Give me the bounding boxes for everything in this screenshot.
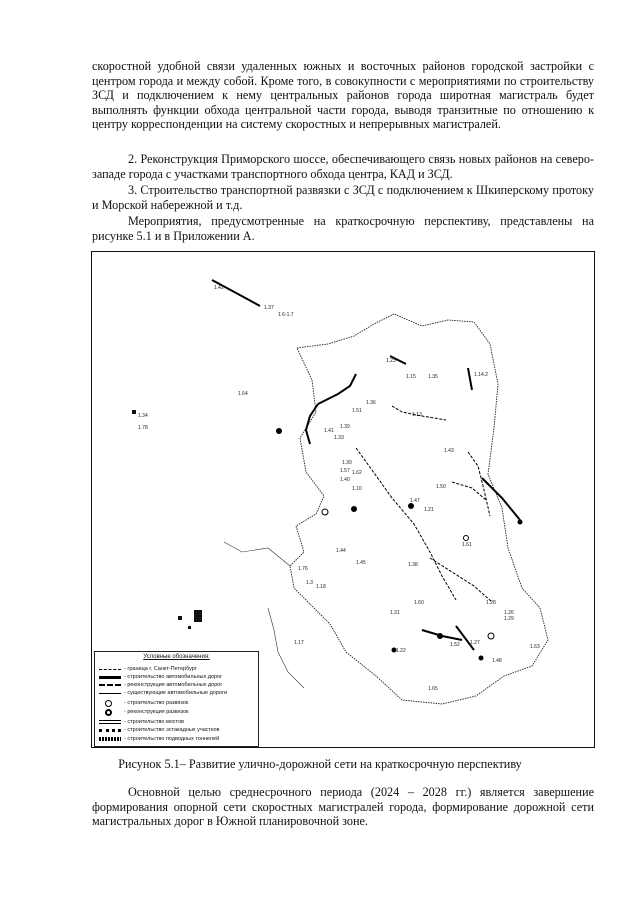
map-label: 1.61 bbox=[462, 542, 472, 548]
map-label: 1.13 bbox=[412, 412, 422, 418]
map-label: 1.22 bbox=[396, 648, 406, 654]
map-label: 1.29 bbox=[504, 616, 514, 622]
legend-label: - строительство эстакадных участков bbox=[124, 727, 220, 733]
legend-swatch bbox=[99, 693, 121, 694]
paragraph-midterm-goal: Основной целью среднесрочного периода (2024 – 2028 гг.) является завершение формирования опорной сети скоростных магистралей города, формирование дорожной сети магистральных дорог в Южной планировочной зоне. bbox=[92, 785, 594, 829]
map-label: 1.65 bbox=[428, 686, 438, 692]
map-label: 1.41 bbox=[324, 428, 334, 434]
legend-title: Условные обозначения: bbox=[143, 654, 210, 660]
legend-swatch bbox=[99, 700, 121, 707]
legend-item-road-existing bbox=[99, 689, 227, 697]
city-boundary bbox=[290, 314, 548, 704]
map-label: 1.39 bbox=[340, 424, 350, 430]
map-label: 1.63 bbox=[530, 644, 540, 650]
legend-label: - строительство автомобильных дорог bbox=[124, 674, 223, 680]
map-label: 1.33 bbox=[334, 435, 344, 441]
legend-swatch bbox=[99, 669, 121, 670]
legend-swatch bbox=[99, 709, 121, 716]
map-label: 1.35 bbox=[428, 374, 438, 380]
map-label: 1.28 bbox=[486, 600, 496, 606]
legend-label: - строительство подводных тоннелей bbox=[124, 736, 220, 742]
legend-swatch bbox=[99, 676, 121, 679]
legend-label: - реконструкция автомобильных дорог bbox=[124, 682, 223, 688]
road-network-map bbox=[91, 251, 595, 748]
map-label: 1.31 bbox=[390, 610, 400, 616]
map-label: 1.26 bbox=[504, 610, 514, 616]
map-label: 1.60 bbox=[414, 600, 424, 606]
map-label: 1.64 bbox=[238, 391, 248, 397]
map-label: 1.40 bbox=[340, 477, 350, 483]
paragraph-figure-reference: Мероприятия, предусмотренные на краткосрочную перспективу, представлены на рисунке 5.1 и в Приложении А. bbox=[92, 214, 594, 243]
map-label: 1.34 bbox=[138, 413, 148, 419]
map-label: 1.62 bbox=[352, 470, 362, 476]
legend-item-tunnels bbox=[99, 735, 219, 743]
map-labels bbox=[138, 285, 540, 692]
map-label: 1.50 bbox=[436, 484, 446, 490]
map-legend bbox=[94, 651, 259, 747]
map-label: 1.27 bbox=[470, 640, 480, 646]
map-label: 1.78 bbox=[138, 425, 148, 431]
map-label: 1.45 bbox=[356, 560, 366, 566]
legend-label: - существующие автомобильные дороги bbox=[124, 690, 228, 696]
map-label: 1.76 bbox=[298, 566, 308, 572]
map-label: 1.43 bbox=[444, 448, 454, 454]
legend-item-bridges bbox=[99, 718, 184, 726]
paragraph-item-3: 3. Строительство транспортной развязки с ЗСД с подключением к Шкиперскому протоку и Морской набережной и т.д. bbox=[92, 183, 594, 212]
legend-swatch bbox=[99, 729, 121, 732]
map-label: 1.3 bbox=[306, 580, 313, 586]
islands bbox=[132, 410, 202, 629]
map-label: 1.42 bbox=[214, 285, 224, 291]
map-label: 1.14.2 bbox=[474, 372, 488, 378]
legend-label: - строительство развязок bbox=[124, 700, 189, 706]
map-label: 1.36 bbox=[366, 400, 376, 406]
map-label: 1.47 bbox=[410, 498, 420, 504]
map-label: 1.52 bbox=[450, 642, 460, 648]
legend-item-overpasses bbox=[99, 726, 219, 734]
map-label: 1.6-1.7 bbox=[278, 312, 294, 318]
paragraph-intro: скоростной удобной связи удаленных южных и восточных районов городской застройки с центром города и между собой. Кроме того, в совокупности с мероприятиями по строительству ЗСД и подключением к нему центральных районов города широтная магистраль будет выполнять функции обхода центральной части города, выводя транзитные по отношению к центру корреспонденции на систему скоростных и непрерывных магистралей. bbox=[92, 59, 594, 132]
legend-item-boundary bbox=[99, 665, 197, 673]
map-label: 1.15 bbox=[406, 374, 416, 380]
map-label: 1.21 bbox=[424, 507, 434, 513]
map-label: 1.44 bbox=[336, 548, 346, 554]
map-label: 1.18 bbox=[316, 584, 326, 590]
legend-item-interchange-reconstruction bbox=[99, 708, 189, 716]
legend-item-road-reconstruction bbox=[99, 681, 222, 689]
roads-construction bbox=[212, 280, 520, 650]
paragraph-item-2: 2. Реконструкция Приморского шоссе, обеспечивающего связь новых районов на северо-западе города с участками транспортного обхода центра, КАД и ЗСД. bbox=[92, 152, 594, 181]
legend-swatch bbox=[99, 720, 121, 724]
reconstructed-interchanges bbox=[322, 509, 494, 639]
map-label: 1.17 bbox=[294, 640, 304, 646]
figure-caption: Рисунок 5.1– Развитие улично-дорожной сети на краткосрочную перспективу bbox=[118, 757, 522, 771]
map-label: 1.10 bbox=[352, 486, 362, 492]
map-label: 1.37 bbox=[264, 305, 274, 311]
legend-swatch bbox=[99, 684, 121, 686]
map-label: 1.57 bbox=[340, 468, 350, 474]
legend-label: - строительство мостов bbox=[124, 719, 184, 725]
legend-swatch bbox=[99, 737, 121, 741]
interchanges bbox=[276, 428, 523, 661]
roads-reconstruction bbox=[356, 406, 492, 602]
map-label: 1.51 bbox=[352, 408, 362, 414]
legend-item-road-construction bbox=[99, 673, 222, 681]
legend-item-interchange-construction bbox=[99, 699, 188, 707]
map-label: 1.30 bbox=[342, 460, 352, 466]
map-label: 1.48 bbox=[492, 658, 502, 664]
map-label: 1.23 bbox=[386, 358, 396, 364]
legend-label: - граница г. Санкт-Петербург bbox=[124, 666, 197, 672]
map-label: 1.38 bbox=[408, 562, 418, 568]
legend-label: - реконструкция развязок bbox=[124, 709, 189, 715]
